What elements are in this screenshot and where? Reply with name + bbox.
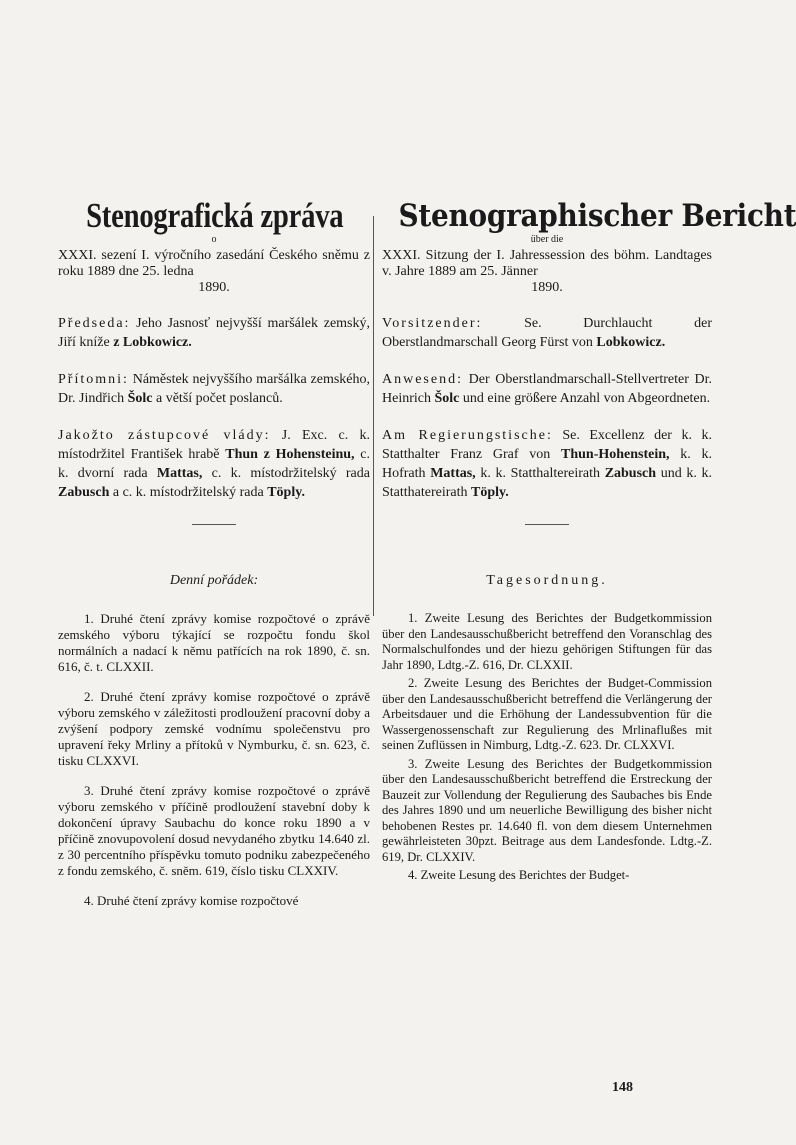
german-gov-text-2: k. k. Hofrath [382, 447, 713, 481]
german-agenda-list [382, 611, 712, 884]
column-divider [373, 216, 374, 616]
czech-chair-name: z Lobkowicz. [113, 335, 192, 350]
german-chair-paragraph [382, 314, 712, 352]
czech-agenda-item-3: 3. Druhé čtení zprávy komise rozpočtové o zprávě výboru zemského v příčině prodloužení stavební doby k dokončení úpravy Saubachu do konce roku 1890 a v příčině znovupovolení dosud nevydaného zbytku 14.640 zl. z 30 percentního příspěvku tomuto podniku zabezpečeného z fondu zemského, č. sněm. 619, číslo tisku CLXXIV. [58, 783, 370, 878]
czech-agenda-list [58, 611, 370, 909]
czech-gov-name-2: Mattas, [156, 466, 203, 481]
german-gov-text-1: Se. Excellenz der k. k. Statthalter Franz Graf von [382, 428, 713, 462]
german-present-text: Der Oberstlandmarschall-Stellvertreter Dr. Heinrich [382, 372, 712, 406]
german-gov-name-3: Zabusch [604, 466, 657, 481]
german-agenda-item-1: 1. Zweite Lesung des Berichtes der Budgetkommission über den Landesausschußbericht betreffend den Voranschlag des Normalschulfondes und der hiezu gehörigen Stiftungen für das Jahr 1890, Ldtg.-Z. 616, Dr. CLXXII. [382, 611, 712, 672]
german-agenda-item-2: 2. Zweite Lesung des Berichtes der Budget-Commission über den Landesausschußbericht betreffend die Verlängerung der Arbeitsdauer und die Erhöhung der Landessubvention für die Wassergenossenschaft zur Regulierung des Mrlinaflußes mit seinen Zuflüssen in Nimburg, Ldtg.-Z. 623. Dr. CLXXVI. [382, 676, 712, 752]
czech-gov-text-2: c. k. dvorní rada [58, 447, 370, 481]
german-agenda-item-3: 3. Zweite Lesung des Berichtes der Budgetkommission über den Landesausschußbericht betreffend die Erstreckung der Bauzeit zur Vollendung der Regulierung des Saubaches bis Ende des Jahres 1890 und um neuerliche Bewilligung des bisher nicht behobenen Restes pr. 14.640 fl. von dem diesem Unternehmen gewährleisteten 30pzt. Beitrage aus dem Landesfonde. Ldtg.-Z. 619, Dr. CLXXIV. [382, 756, 712, 864]
german-gov-name-1: Thun-Hohenstein, [561, 447, 670, 462]
german-present-rest: und eine größere Anzahl von Abgeordneten. [459, 391, 711, 406]
czech-present-text: Náměstek nejvyššího maršálka zemského, Dr. Jindřich [58, 372, 370, 406]
czech-gov-label: Jakožto zástupcové vlády: [58, 428, 271, 443]
german-column [382, 196, 796, 887]
czech-title-connector: o [211, 234, 217, 245]
czech-chair-label: Předseda: [58, 316, 131, 331]
german-session-line: XXXI. Sitzung der I. Jahressession des böhm. Landtages v. Jahre 1889 am 25. Jänner [382, 248, 712, 279]
german-separator [525, 524, 569, 525]
czech-session-line: XXXI. sezení I. výročního zasedání Českého sněmu z roku 1889 dne 25. ledna [58, 248, 370, 279]
czech-session-year: 1890. [198, 280, 230, 295]
german-title-connector: über die [530, 234, 564, 245]
czech-agenda-heading: Denní pořádek: [169, 573, 259, 588]
czech-gov-name-4: Töply. [267, 485, 305, 500]
german-gov-text-3: k. k. Statthaltereirath [475, 466, 605, 481]
czech-gov-text-1: J. Exc. c. k. místodržitel František hrabě [58, 428, 371, 462]
czech-agenda-item-2: 2. Druhé čtení zprávy komise rozpočtové o zprávě výboru zemského v záležitosti prodloužení pracovní doby a zvýšení podpory zemské vodnímu společenstvu pro upravení řeky Mrliny a přítoků v Nymburku, č. sn. 623, č. tisku CLXXVI. [58, 689, 370, 768]
german-chair-name: Lobkowicz. [596, 335, 666, 350]
czech-title: Stenografická zpráva [86, 196, 344, 235]
czech-gov-name-1: Thun z Hohensteinu, [225, 447, 355, 462]
german-present-label: Anwesend: [382, 372, 463, 387]
german-chair-text: Se. Durchlaucht der Oberstlandmarschall Georg Fürst von [382, 316, 712, 350]
czech-present-name: Šolc [127, 391, 153, 406]
german-gov-name-2: Mattas, [430, 466, 476, 481]
german-government-paragraph [382, 426, 712, 502]
czech-government-paragraph [58, 426, 370, 502]
german-gov-name-4: Töply. [471, 485, 509, 500]
czech-present-paragraph [58, 370, 370, 408]
czech-gov-text-4: a c. k. místodržitelský rada [109, 485, 268, 500]
czech-chair-paragraph [58, 314, 370, 352]
czech-present-rest: a větší počet poslanců. [152, 391, 283, 406]
german-gov-text-4: und k. k. Statthatereirath [382, 466, 712, 500]
german-present-paragraph [382, 370, 712, 408]
czech-present-label: Přítomni: [58, 372, 129, 387]
czech-gov-name-3: Zabusch [58, 485, 110, 500]
german-gov-label: Am Regierungstische: [382, 428, 553, 443]
czech-agenda-item-1: 1. Druhé čtení zprávy komise rozpočtové o zprávě zemského výboru týkající se rozpočtu fondu škol normálních a nadací k němu patřících na rok 1890, č. sn. 616, č. t. CLXXII. [58, 611, 370, 674]
czech-agenda-item-4: 4. Druhé čtení zprávy komise rozpočtové [84, 893, 299, 908]
page-number: 148 [612, 1080, 633, 1095]
german-session-year: 1890. [531, 280, 563, 295]
czech-gov-text-3: c. k. místodržitelský rada [202, 466, 370, 481]
german-title: Stenographischer Bericht [398, 198, 796, 234]
german-agenda-heading: Tagesordnung. [486, 573, 608, 588]
german-chair-label: Vorsitzender: [382, 316, 483, 331]
czech-separator [192, 524, 236, 525]
czech-column [58, 196, 370, 923]
czech-chair-text: Jeho Jasnosť nejvyšší maršálek zemský, Jiří kníže [58, 316, 370, 350]
german-agenda-item-4: 4. Zweite Lesung des Berichtes der Budget- [408, 868, 630, 882]
german-present-name: Šolc [434, 391, 460, 406]
